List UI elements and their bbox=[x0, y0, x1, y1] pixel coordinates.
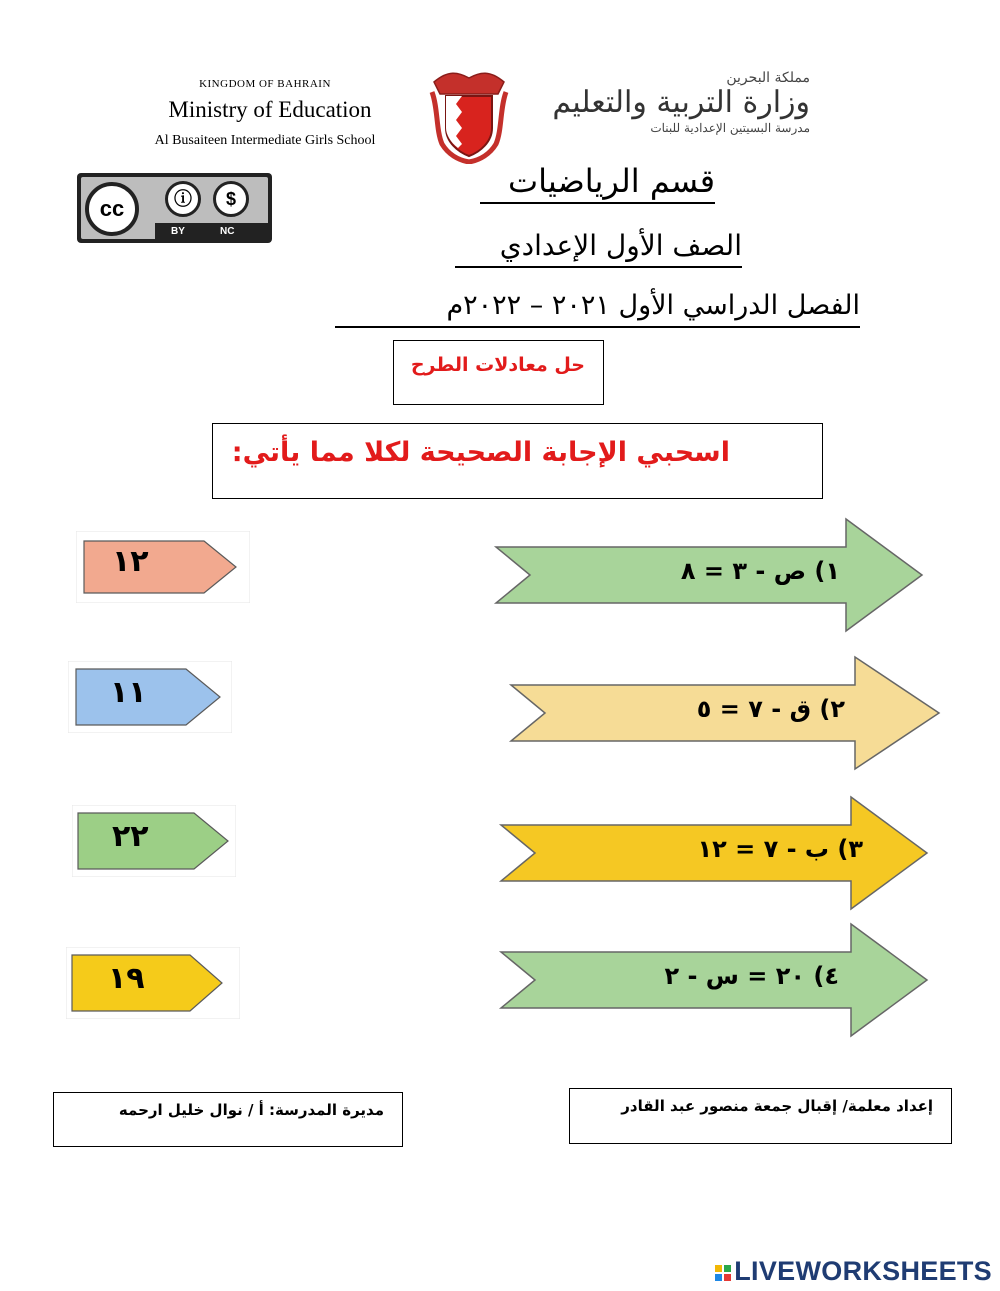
equation-label: ٣) ب - ٧ = ١٢ bbox=[697, 835, 863, 863]
teacher-text: إعداد معلمة/ إقبال جمعة منصور عبد القادر bbox=[621, 1097, 933, 1115]
answer-tag[interactable] bbox=[72, 805, 236, 877]
principal-text: مديرة المدرسة: أ / نوال خليل ارحمه bbox=[118, 1101, 384, 1119]
teacher-box bbox=[569, 1088, 952, 1144]
liveworksheets-icon bbox=[714, 1264, 734, 1282]
answer-label: ١٢ bbox=[112, 544, 149, 579]
kingdom-label: KINGDOM OF BAHRAIN bbox=[199, 78, 331, 90]
instruction-text: اسحبي الإجابة الصحيحة لكلا مما يأتي: bbox=[231, 437, 730, 468]
ministry-label: Ministry of Education bbox=[168, 97, 372, 122]
answer-tag[interactable] bbox=[66, 947, 240, 1019]
ar-kingdom-label: مملكة البحرين bbox=[726, 70, 810, 86]
term-title: الفصل الدراسي الأول ٢٠٢١ – ٢٠٢٢م bbox=[335, 286, 860, 328]
equation-label: ٢) ق - ٧ = ٥ bbox=[696, 695, 845, 723]
answer-tag[interactable] bbox=[76, 531, 250, 603]
equation-label: ١) ص - ٣ = ٨ bbox=[680, 557, 840, 585]
nc-label: NC bbox=[220, 226, 235, 237]
by-label: BY bbox=[171, 226, 185, 237]
bahrain-crest-icon bbox=[428, 68, 510, 164]
equation-arrow[interactable] bbox=[495, 793, 935, 913]
answer-label: ٢٢ bbox=[112, 819, 149, 854]
creative-commons-badge bbox=[77, 173, 272, 243]
noncommercial-icon: $ bbox=[213, 181, 249, 217]
grade-title: الصف الأول الإعدادي bbox=[455, 226, 742, 268]
ar-ministry-label: وزارة التربية والتعليم bbox=[552, 85, 810, 120]
cc-icon: cc bbox=[85, 182, 139, 236]
instruction-box bbox=[212, 423, 823, 499]
answer-tag[interactable] bbox=[68, 661, 232, 733]
principal-box bbox=[53, 1092, 403, 1147]
brand-text: LIVEWORKSHEETS bbox=[734, 1256, 992, 1286]
lesson-title-box bbox=[393, 340, 604, 405]
equation-arrow[interactable] bbox=[495, 918, 935, 1043]
arabic-ministry-logo bbox=[530, 70, 810, 135]
lesson-title: حل معادلات الطرح bbox=[410, 354, 585, 376]
school-label: Al Busaiteen Intermediate Girls School bbox=[154, 133, 376, 148]
equation-label: ٤) ٢٠ = س - ٢ bbox=[664, 962, 839, 990]
liveworksheets-logo bbox=[714, 1256, 992, 1287]
department-title: قسم الرياضيات bbox=[480, 160, 715, 204]
equation-arrow[interactable] bbox=[490, 515, 930, 635]
ar-school-label: مدرسة البسيتين الإعدادية للبنات bbox=[650, 120, 810, 135]
attribution-icon: ⓘ bbox=[165, 181, 201, 217]
answer-label: ١١ bbox=[110, 675, 147, 710]
answer-label: ١٩ bbox=[108, 961, 145, 996]
equation-arrow[interactable] bbox=[505, 653, 945, 773]
